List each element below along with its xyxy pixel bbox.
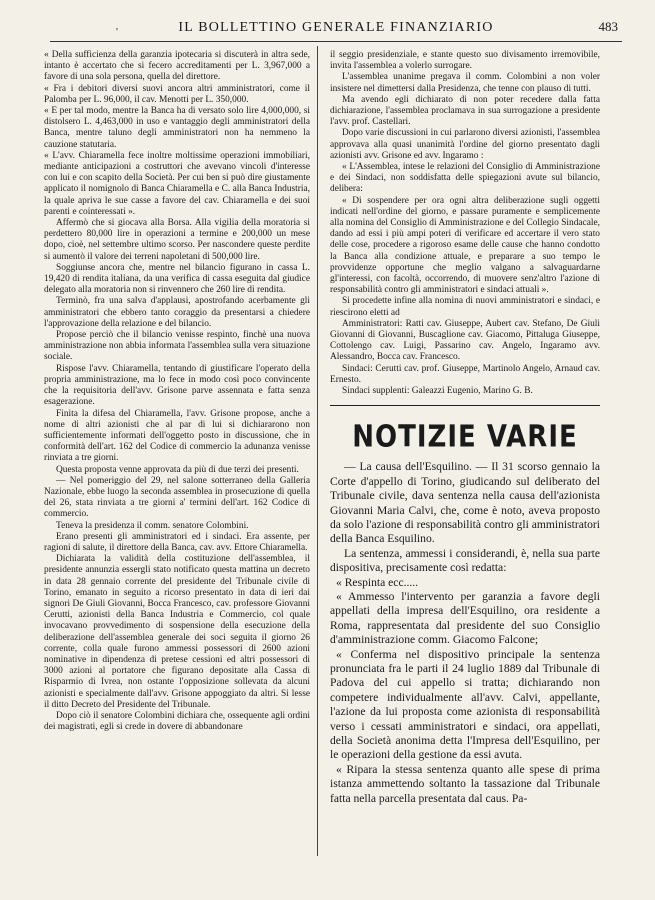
paragraph: — La causa dell'Esquilino. — Il 31 scorso gennaio la Corte d'appello di Torino, giudicando sul deliberato del Tribunale civile, dava sentenza nella causa dell'azionista Giovanni Maria Calvi, che, come è noto, aveva proposto da solo l'azione di responsabilità contro gli amministratori della Banca Esquilino.: [330, 460, 600, 546]
paragraph: Amministratori: Ratti cav. Giuseppe, Aubert cav. Stefano, De Giuli Giovanni di Giovanni, Buscaglione cav. Giacomo, Pittaluga Giuseppe, Cottolengo cav. Luigi, Passarino cav. Angelo, Ingaramo avv. Alessandro, Bocca cav. Francesco.: [330, 318, 600, 363]
paragraph: Finita la difesa del Chiaramella, l'avv. Grisone propose, anche a nome di altri azionisti che al par di lui si dichiararono non sufficientemente informati dell'oggetto posto in discussione, che in conformità dell'art. 162 del Codice di commercio la adunanza venisse rinviata a tre giorni.: [44, 408, 310, 464]
left-column: [44, 50, 310, 733]
paragraph: L'assemblea unanime pregava il comm. Colombini a non voler insistere nel dimettersi dalla Presidenza, che tenne con plauso di tutti.: [330, 72, 600, 94]
running-title: IL BOLLETTINO GENERALE FINANZIARIO: [178, 20, 494, 35]
paragraph: Rispose l'avv. Chiaramella, tentando di giustificare l'operato della propria amministrazione, ma lo fece in modo così poco convincente che la requisitoria dell'avv. Grisone parve assennata e fatta senza esagerazione.: [44, 363, 310, 408]
paragraph: Sindaci supplenti: Galeazzi Eugenio, Marino G. B.: [342, 386, 533, 397]
paragraph: — Nel pomeriggio del 29, nel salone sotterraneo della Galleria Nazionale, ebbe luogo la seconda assemblea in prosecuzione di quella del 26, stata rinviata a tre giorni a' termini dell'art. 162 Codice di commercio.: [44, 475, 310, 520]
paragraph: « Conferma nel dispositivo principale la sentenza pronunciata fra le parti il 24 luglio 1889 dal Tribunale di Padova del cui appello si tratta; dichiarando non competere individualmente all'avv. Calvi, appellante, l'azione da lui proposta come azionista di responsabilità verso i cessati amministratori e sindaci, ora appellati, della Società anonima detta l'Impresa dell'Esquilino, per le operazioni della gestione da essi avuta.: [330, 647, 600, 762]
paragraph: Dopo ciò il senatore Colombini dichiara che, ossequente agli ordini dei magistrati, egli si crede in dovere di abbandonare: [44, 710, 310, 733]
header-rule: [50, 41, 622, 42]
paragraph: Dopo varie discussioni in cui parlarono diversi azionisti, l'assemblea approvava alla quasi unanimità l'ordine del giorno presentato dagli azionisti avv. Grisone ed avv. Ingaramo :: [330, 128, 600, 161]
paragraph: Terminò, fra una salva d'applausi, apostrofando acerbamente gli amministratori che ebbero tanto coraggio da presentarsi a chiedere l'approvazione della relazione e del bilancio.: [44, 296, 310, 329]
paragraph: « Fra i debitori diversi suovi ancora altri amministratori, come il Palomba per L. 96,000, il cav. Menotti per L. 350,000.: [44, 83, 310, 105]
header-mark: ': [116, 26, 118, 38]
paragraph: « Della sufficienza della garanzia ipotecaria si discuterà in altra sede, intanto è accertato che si fecero accreditamenti per L. 3,967,000 a favore di una sola persona, quella del direttore.: [44, 50, 310, 83]
paragraph: Affermò che si giocava alla Borsa. Alla vigilia della moratoria si perdettero 80,000 lire in operazioni a termine e 200,000 un mese dopo, cioè, nel settembre ultimo scorso. Per nascondere queste perdite si aumentò il valore dei terreni napoletani di 500,000 lire.: [44, 218, 310, 262]
section-body: [330, 460, 600, 806]
paragraph: « Ammesso l'intervento per garanzia a favore degli appellati della impresa dell'Esquilino, ora residente a Roma, rappresentata dal presidente del suo Consiglio d'amministrazione comm. Giacomo Falcone;: [330, 589, 600, 647]
paragraph: Ma avendo egli dichiarato di non poter recedere dalla fatta dichiarazione, l'assemblea proclamava in sua surrogazione a presidente l'avv. prof. Castellari.: [330, 94, 600, 128]
paragraph: « L'Assemblea, intese le relazioni del Consiglio di Amministrazione e dei Sindaci, non soddisfatta delle spiegazioni avute sul bilancio, delibera:: [330, 162, 600, 195]
paragraph: Sindaci: Cerutti cav. prof. Giuseppe, Martinolo Angelo, Arnaud cav. Ernesto.: [330, 363, 600, 385]
paragraph: « L'avv. Chiaramella fece inoltre moltissime operazioni immobiliari, mediante anticipazioni a costruttori che avevano vincoli d'interesse con lui e con scapito della Società. Per cui ben si può dire giustamente applicato il nomignolo di Banca Chiaramella e C. alla Banca Industria, la quale apriva le sue casse a favore del cav. Chiaramella e dei suoi parenti e cointeressati ».: [44, 150, 310, 217]
paragraph: « Di sospendere per ora ogni altra deliberazione sugli oggetti indicati nell'ordine del giorno, e passare puramente e semplicemente alla nomina del Consiglio di Amministrazione e del Collegio Sindacale, dando ad essi i più ampi poteri di verificare ed accertare il vero stato delle cose, procedere a rigoroso esame delle cause che hanno condotto la Banca alla condizione attuale, e preparare a suo tempo le provvidenze opportune che meglio valgano a salvaguardarne gl'interessi, con facoltà, occorrendo, di muovere senz'altro l'azione di responsabilità contro gli amministratori e sindaci attuali ».: [330, 195, 600, 296]
right-column: [330, 50, 600, 806]
page-header: [50, 18, 622, 40]
paragraph: Dichiarata la validità della costituzione dell'assemblea, il presidente annunzia essergli stato notificato questa mattina un decreto in data 28 gennaio corrente del presidente del Tribunale civile di Torino, emanato in seguito a ricorso presentato in data di ieri dai signori De Giuli Giovanni, Bocca Francesco, cav. professore Giovanni Cerutti, azionisti della Banca Industria e Commercio, col quale invocavano provvedimento di sospensione della esecuzione della deliberazione dell'assemblea generale dei soci seguita il giorno 26 corrente, colla quale furono ammessi possessori di 2600 azioni nominative in dipendenza di pretese cessioni ed altri possessori di 3000 azioni al portatore che figurano depositate alla Cassa di Risparmio di Ivrea, non ostante l'opposizione sollevata da alcuni azionisti e specialmente dall'avv. Grisone appoggiato da altri. Si lesse il ditto Decreto del Presidente del Tribunale.: [44, 554, 310, 710]
paragraph: Erano presenti gli amministratori ed i sindaci. Era assente, per ragioni di salute, il direttore della Banca, cav. avv. Ettore Chiaramella.: [44, 531, 310, 553]
section-title: NOTIZIE VARIE: [352, 419, 578, 455]
page-number: 483: [598, 19, 618, 34]
paragraph: La sentenza, ammessi i considerandi, è, nella sua parte dispositiva, precisamente così redatta:: [330, 546, 600, 575]
paragraph: « E per tal modo, mentre la Banca ha di versato solo lire 4,000,000, si distolsero L. 4,463,000 in uso e vantaggio degli amministratori della Banca, mentre taluno degli amministratori non ha nemmeno la cauzione statutaria.: [44, 106, 310, 150]
paragraph: Propose perciò che il bilancio venisse respinto, finchè una nuova amministrazione non abbia informata l'assemblea sulla vera situazione sociale.: [44, 330, 310, 363]
paragraph: « Respinta ecc.....: [336, 575, 419, 589]
paragraph: Questa proposta venne approvata da più di due terzi dei presenti.: [56, 464, 299, 475]
column-divider: [317, 46, 318, 856]
paragraph: Si procedette infine alla nomina di nuovi amministratori e sindaci, e riescirono eletti ad: [330, 296, 600, 318]
paragraph: « Ripara la stessa sentenza quanto alle spese di prima istanza ammettendo soltanto la tassazione dal Tribunale fatta nella parcella presentata dal caus. Pa-: [330, 762, 600, 805]
section-rule: [330, 405, 600, 406]
paragraph: Teneva la presidenza il comm. senatore Colombini.: [56, 520, 249, 531]
paragraph: il seggio presidenziale, e stante questo suo divisamento irremovibile, invita l'assemblea a volerlo surrogare.: [330, 50, 600, 72]
paragraph: Soggiunse ancora che, mentre nel bilancio figurano in cassa L. 19,420 di rendita italiana, da una verifica di cassa eseguita dal giudice delegato alla moratoria non si rinvennero che 260 lire di rendita.: [44, 262, 310, 296]
